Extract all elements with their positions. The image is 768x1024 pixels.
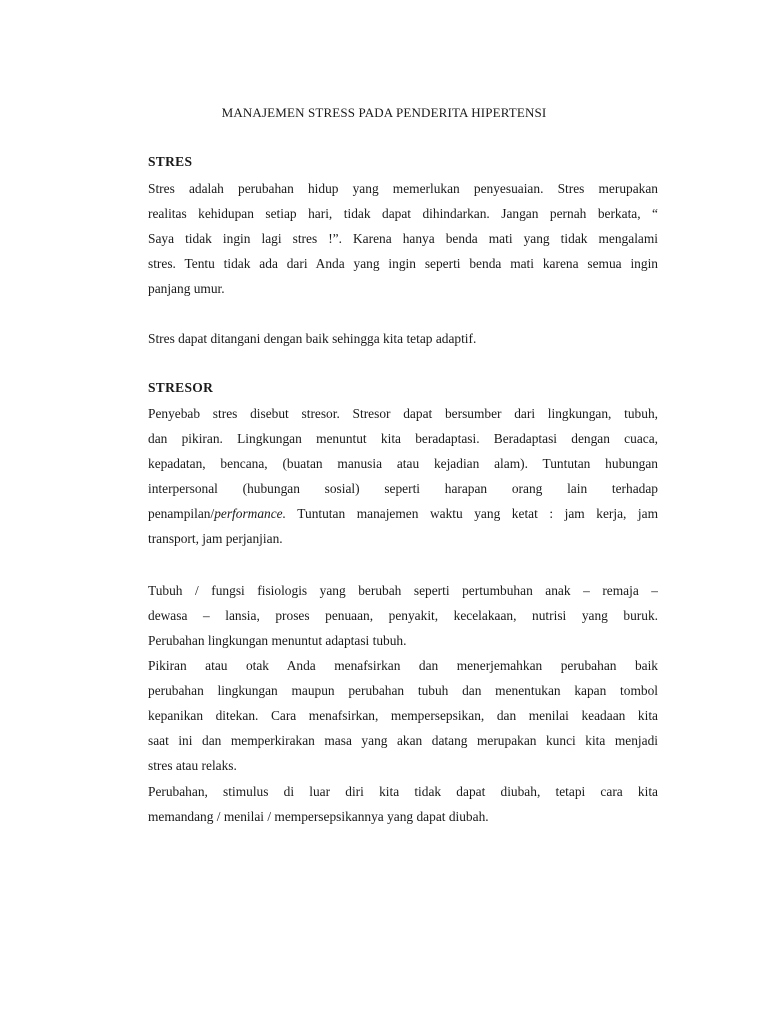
paragraph-line: Perubahan, stimulus di luar diri kita tidak dapat diubah, tetapi cara kita bbox=[148, 784, 658, 799]
paragraph-line: realitas kehidupan setiap hari, tidak dapat dihindarkan. Jangan pernah berkata, “ bbox=[148, 206, 658, 221]
paragraph-line: panjang umur. bbox=[148, 281, 225, 296]
paragraph-line: Tubuh / fungsi fisiologis yang berubah seperti pertumbuhan anak – remaja – bbox=[148, 583, 658, 598]
paragraph-line: transport, jam perjanjian. bbox=[148, 531, 283, 546]
paragraph-line: stres. Tentu tidak ada dari Anda yang ingin seperti benda mati karena semua ingin bbox=[148, 256, 658, 271]
paragraph-line: perubahan lingkungan maupun perubahan tubuh dan menentukan kapan tombol bbox=[148, 683, 658, 698]
paragraph-line: Penyebab stres disebut stresor. Stresor dapat bersumber dari lingkungan, tubuh, bbox=[148, 406, 658, 421]
paragraph-line: dan pikiran. Lingkungan menuntut kita beradaptasi. Beradaptasi dengan cuaca, bbox=[148, 431, 658, 446]
paragraph-line: Saya tidak ingin lagi stres !”. Karena hanya benda mati yang tidak mengalami bbox=[148, 231, 658, 246]
paragraph-line: interpersonal (hubungan sosial) seperti harapan orang lain terhadap bbox=[148, 481, 658, 496]
paragraph-line: saat ini dan memperkirakan masa yang akan datang merupakan kunci kita menjadi bbox=[148, 733, 658, 748]
paragraph-line: Stres adalah perubahan hidup yang memerlukan penyesuaian. Stres merupakan bbox=[148, 181, 658, 196]
paragraph-perubahan bbox=[148, 779, 658, 829]
paragraph-line: kepanikan ditekan. Cara menafsirkan, mempersepsikan, dan menilai keadaan kita bbox=[148, 708, 658, 723]
paragraph-line: dewasa – lansia, proses penuaan, penyakit, kecelakaan, nutrisi yang buruk. bbox=[148, 608, 658, 623]
section-heading-stresor: STRESOR bbox=[148, 380, 214, 395]
paragraph-line: kepadatan, bencana, (buatan manusia atau kejadian alam). Tuntutan hubungan bbox=[148, 456, 658, 471]
line-suffix: Tuntutan manajemen waktu yang ketat : jam kerja, jam bbox=[285, 506, 658, 521]
document-title: MANAJEMEN STRESS PADA PENDERITA HIPERTENSI bbox=[221, 105, 547, 120]
paragraph-line bbox=[148, 501, 658, 526]
paragraph-stres-definition bbox=[148, 176, 658, 301]
paragraph-line: Pikiran atau otak Anda menafsirkan dan menerjemahkan perubahan baik bbox=[148, 658, 658, 673]
line-prefix: penampilan/ bbox=[148, 506, 215, 521]
paragraph-stresor-sources bbox=[148, 401, 658, 551]
section-heading-stres: STRES bbox=[148, 154, 193, 169]
paragraph-line: stres atau relaks. bbox=[148, 758, 237, 773]
paragraph-line: Perubahan lingkungan menuntut adaptasi tubuh. bbox=[148, 633, 407, 648]
paragraph-tubuh bbox=[148, 578, 658, 653]
paragraph-line: memandang / menilai / mempersepsikannya yang dapat diubah. bbox=[148, 809, 489, 824]
paragraph-pikiran bbox=[148, 653, 658, 778]
italic-term: performance. bbox=[214, 506, 286, 521]
paragraph-line: Stres dapat ditangani dengan baik sehingga kita tetap adaptif. bbox=[148, 331, 477, 346]
paragraph-stres-adaptive bbox=[148, 326, 658, 351]
